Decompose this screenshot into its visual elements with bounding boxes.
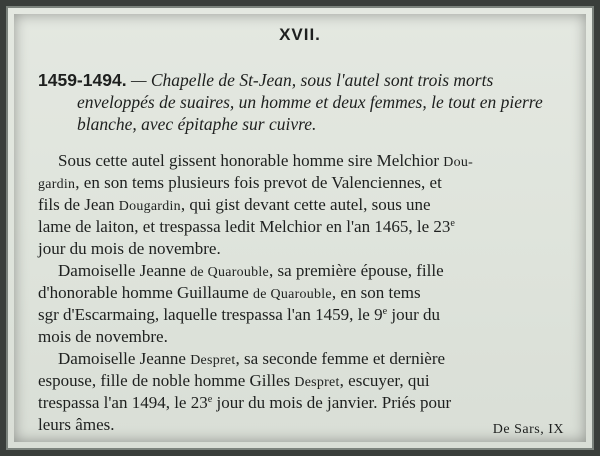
para2-line-3: sgr d'Escarmaing, laquelle trespassa l'an 1459, le 9e jour du xyxy=(38,305,441,324)
para3-line-4: leurs âmes. xyxy=(38,415,115,434)
para1-line-5: jour du mois de novembre. xyxy=(38,239,221,258)
entry-line-1 xyxy=(38,70,493,91)
entry-caption-1: Chapelle de St-Jean, sous l'autel sont trois morts xyxy=(150,70,494,90)
para1-line-2: gardin, en son tems plusieurs fois prevot de Valenciennes, et xyxy=(38,173,442,192)
entry-caption-2: enveloppés de suaires, un homme et deux femmes, le tout en pierre xyxy=(77,92,543,112)
para1-line-4: lame de laiton, et trespassa ledit Melchior en l'an 1465, le 23e xyxy=(38,217,455,236)
section-number: XVII. xyxy=(279,25,321,44)
para1-line-3: fils de Jean Dougardin, qui gist devant cette autel, sous une xyxy=(38,195,431,214)
entry-caption-3: blanche, avec épitaphe sur cuivre. xyxy=(77,114,317,134)
entry-date: 1459-1494. xyxy=(38,70,127,90)
para2-line-2: d'honorable homme Guillaume de Quarouble, en son tems xyxy=(38,283,421,302)
para2-line-1: Damoiselle Jeanne de Quarouble, sa première épouse, fille xyxy=(58,261,444,280)
para3-line-2: espouse, fille de noble homme Gilles Despret, escuyer, qui xyxy=(38,371,430,390)
source-citation: De Sars, IX xyxy=(492,422,564,437)
entry-dash: — xyxy=(126,70,151,90)
para2-line-4: mois de novembre. xyxy=(38,327,168,346)
para3-line-3: trespassa l'an 1494, le 23e jour du mois de janvier. Priés pour xyxy=(38,393,452,412)
para1-line-1: Sous cette autel gissent honorable homme sire Melchior Dou- xyxy=(58,151,474,170)
para3-line-1: Damoiselle Jeanne Despret, sa seconde femme et dernière xyxy=(58,349,446,368)
document-page xyxy=(14,14,586,442)
